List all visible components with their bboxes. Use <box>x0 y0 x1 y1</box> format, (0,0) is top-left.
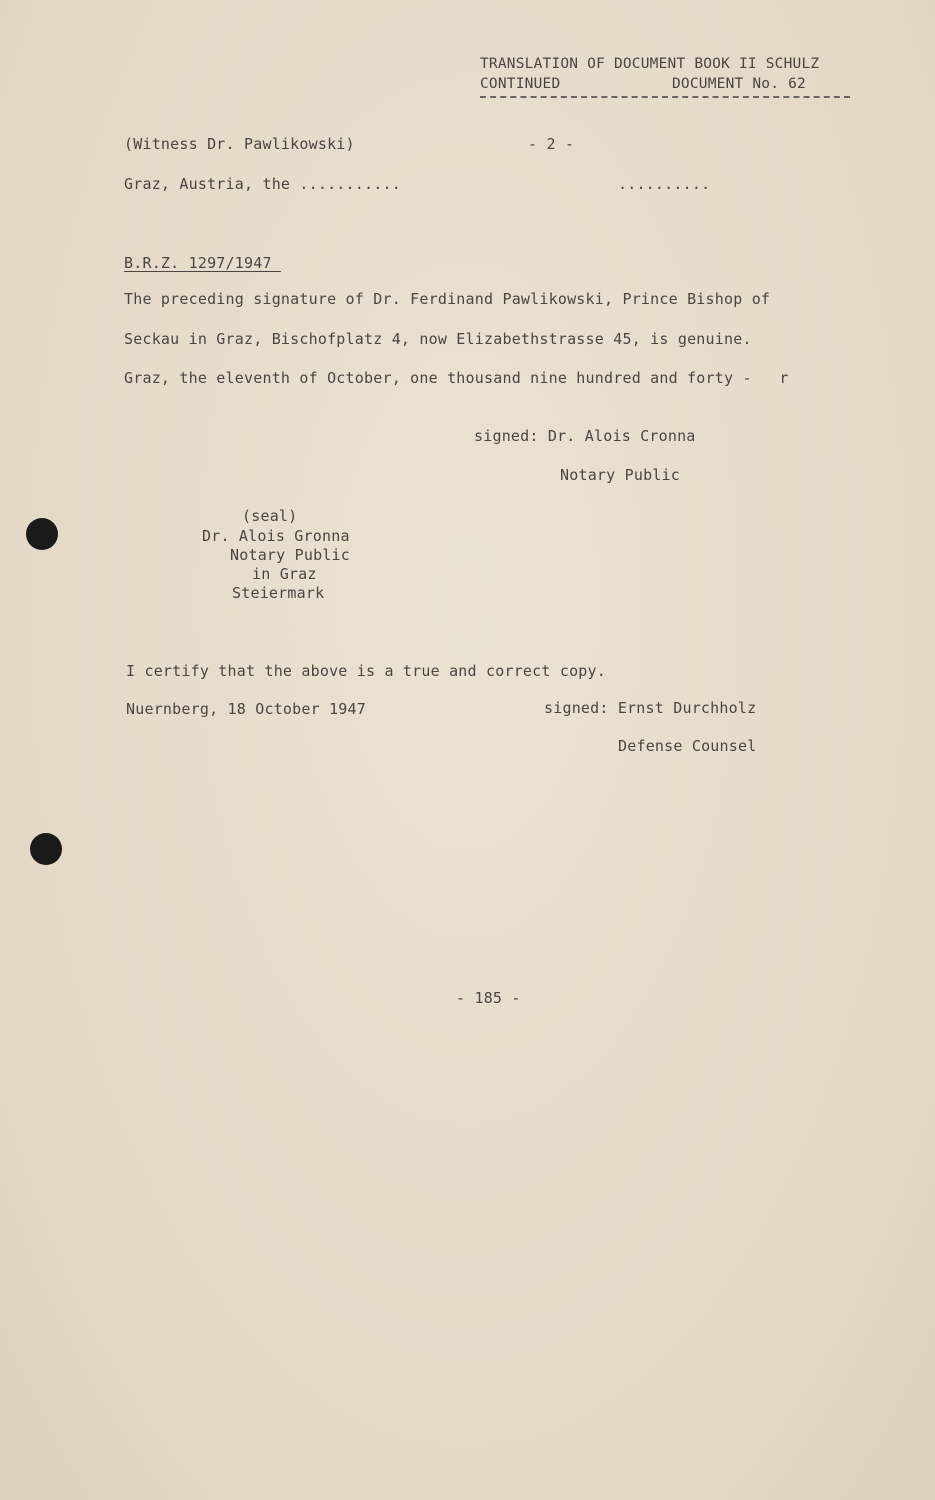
seal-title: Notary Public <box>230 546 350 564</box>
place-date: Nuernberg, 18 October 1947 <box>126 700 366 718</box>
header-dashed-rule <box>480 96 850 98</box>
place-dots: .......... <box>618 175 711 193</box>
page-number: - 185 - <box>456 989 521 1007</box>
body-line-3: Graz, the eleventh of October, one thousand nine hundred and forty - r <box>124 369 789 387</box>
place-line: Graz, Austria, the ........... <box>124 175 401 193</box>
certification-statement: I certify that the above is a true and correct copy. <box>126 662 606 680</box>
page-marker: - 2 - <box>528 135 575 153</box>
seal-name: Dr. Alois Gronna <box>202 527 350 545</box>
body-line-1: The preceding signature of Dr. Ferdinand Pawlikowski, Prince Bishop of <box>124 290 771 308</box>
body-line-2: Seckau in Graz, Bischofplatz 4, now Elizabethstrasse 45, is genuine. <box>124 330 752 348</box>
witness-line: (Witness Dr. Pawlikowski) <box>124 135 355 153</box>
reference-number: B.R.Z._1297/1947_ <box>124 254 281 272</box>
counsel-title: Defense Counsel <box>618 737 757 755</box>
header-title: TRANSLATION OF DOCUMENT BOOK II SCHULZ <box>480 56 820 72</box>
seal-region: Steiermark <box>232 584 325 602</box>
punch-hole-top <box>26 518 58 550</box>
counsel-signature: signed: Ernst Durchholz <box>544 699 757 717</box>
header-document-number: DOCUMENT No. 62 <box>672 76 806 92</box>
notary-signature: signed: Dr. Alois Cronna <box>474 427 696 445</box>
notary-title: Notary Public <box>560 466 680 484</box>
punch-hole-bottom <box>30 833 62 865</box>
header-continued: CONTINUED <box>480 76 561 92</box>
seal-place: in Graz <box>252 565 317 583</box>
seal-label: (seal) <box>242 507 298 525</box>
